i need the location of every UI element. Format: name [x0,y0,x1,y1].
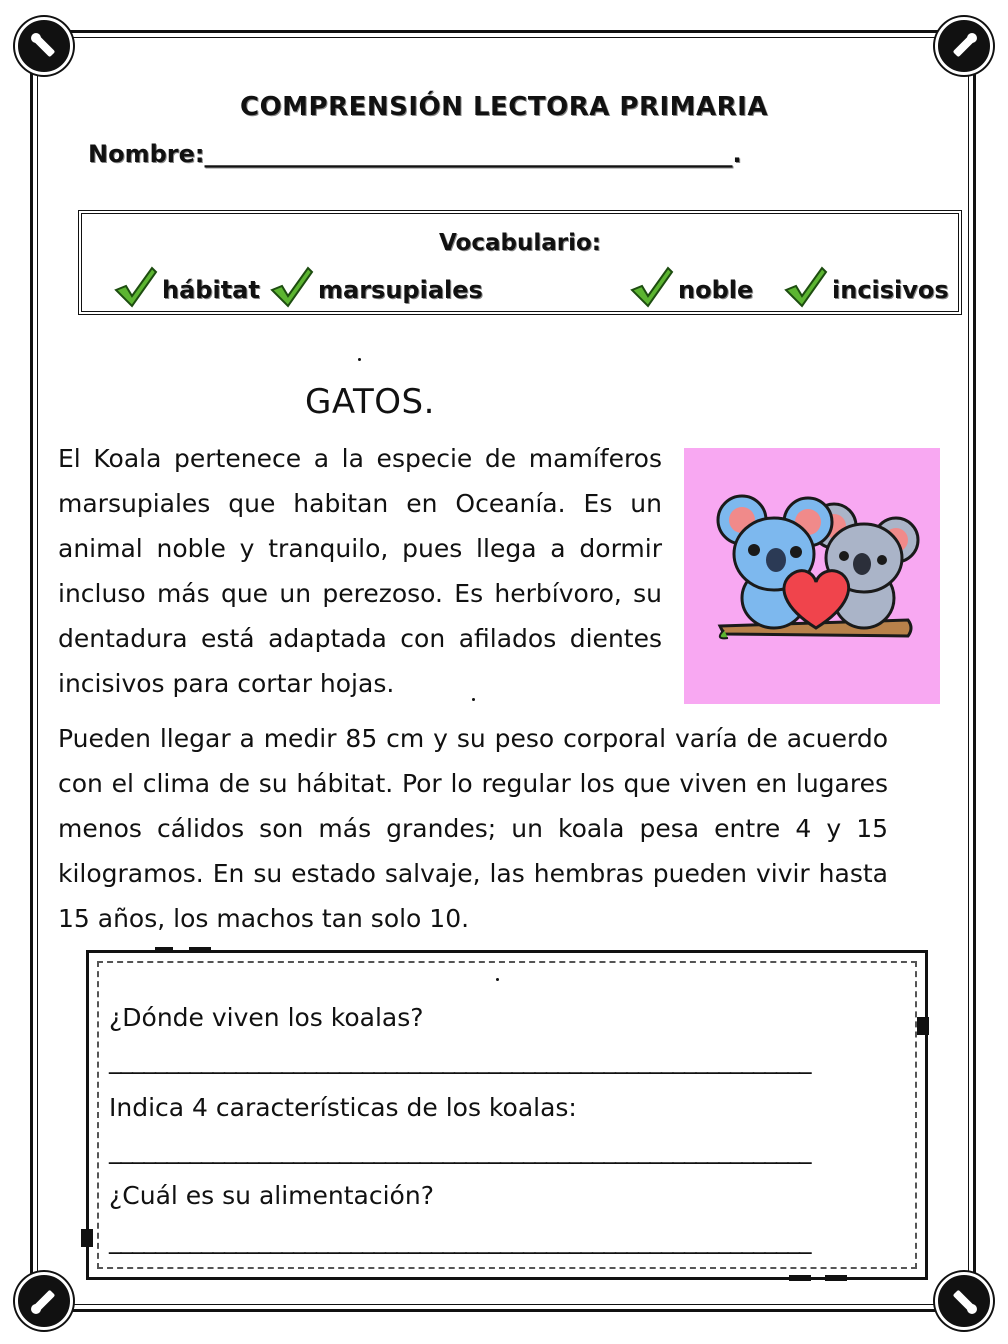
answer-line[interactable]: _____________________________________________________________ [109,1045,811,1074]
story-title: GATOS. [305,382,435,422]
answer-line[interactable]: _____________________________________________________________ [109,1135,811,1164]
vocabulary-word: noble [678,276,754,304]
checkmark-icon [782,262,830,310]
checkmark-icon [112,262,160,310]
stray-dot [358,358,361,361]
worksheet-title: COMPRENSIÓN LECTORA PRIMARIA [240,92,768,122]
answer-line[interactable]: _____________________________________________________________ [109,1225,811,1254]
question-text: ¿Dónde viven los koalas? [109,1003,424,1032]
vocabulary-item [782,260,949,310]
koala-illustration [684,448,940,704]
frame-tab [155,947,173,953]
question-text: Indica 4 características de los koalas: [109,1093,577,1122]
vocabulary-word: incisivos [832,276,949,304]
corner-ornament-icon [15,17,73,75]
vocabulary-box [78,210,962,315]
story-paragraph: El Koala pertenece a la especie de mamíferos marsupiales que habitan en Oceanía. Es un animal noble y tranquilo, pues llega a dormir incluso más que un perezoso. Es herbívoro, su dentadura está adaptada con afilados dientes incisivos para cortar hojas. [58,444,662,698]
frame-tab [917,1017,929,1035]
name-field[interactable]: Nombre:____________________________________________. [88,140,742,168]
corner-ornament-icon [15,1272,73,1330]
questions-box [86,950,928,1280]
story-paragraph: Pueden llegar a medir 85 cm y su peso corporal varía de acuerdo con el clima de su hábitat. Por lo regular los que viven en lugares menos cálidos son más grandes; un koala pesa entre 4 y 15 kilogramos. En su estado salvaje, las hembras pueden vivir hasta 15 años, los machos tan solo 10. [58,724,888,933]
vocabulary-item [268,260,483,310]
frame-tab [81,1229,93,1247]
question-text: ¿Cuál es su alimentación? [109,1181,434,1210]
frame-tab [789,1275,811,1281]
vocabulary-item [112,260,260,310]
vocabulary-word: marsupiales [318,276,483,304]
vocabulary-item [628,260,753,310]
checkmark-icon [268,262,316,310]
corner-ornament-icon [935,17,993,75]
vocabulary-word: hábitat [162,276,260,304]
vocabulary-title: Vocabulario: [439,230,601,256]
corner-ornament-icon [935,1272,993,1330]
checkmark-icon [628,262,676,310]
frame-tab [189,947,211,953]
frame-tab [825,1275,847,1281]
